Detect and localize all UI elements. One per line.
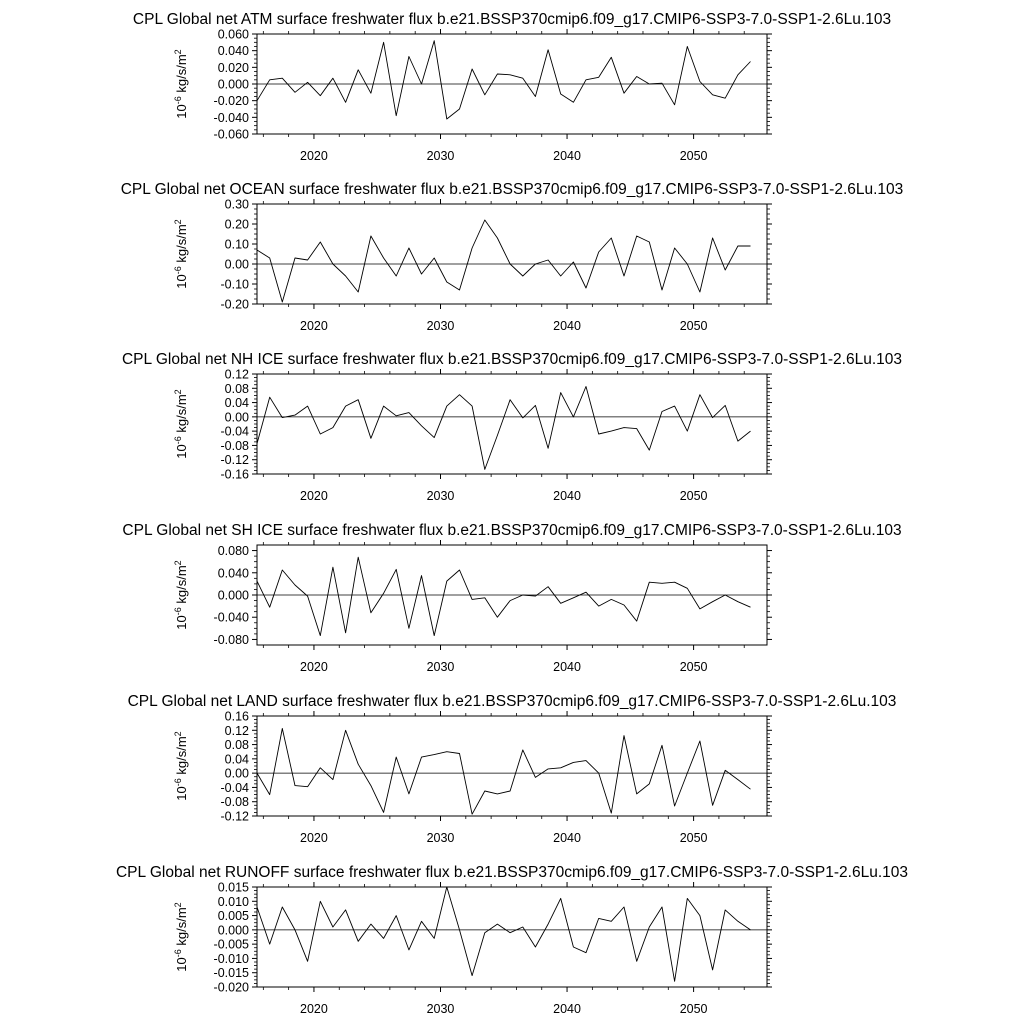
plot-frame xyxy=(257,204,767,304)
x-tick-label: 2050 xyxy=(679,149,708,163)
chart-title: CPL Global net ATM surface freshwater flux b.e21.BSSP370cmip6.f09_g17.CMIP6-SSP3-7.0-SSP1-2.6Lu.103 xyxy=(132,11,892,28)
y-tick-label: 0.08 xyxy=(224,381,249,396)
plot-frame xyxy=(257,887,767,987)
series-line xyxy=(257,41,751,119)
series-line xyxy=(257,557,751,635)
y-tick-label: -0.020 xyxy=(213,94,249,109)
y-tick-label: 0.12 xyxy=(224,367,249,382)
x-tick-label: 2030 xyxy=(426,831,455,845)
series-line xyxy=(257,387,751,470)
chart-title: CPL Global net SH ICE surface freshwater flux b.e21.BSSP370cmip6.f09_g17.CMIP6-SSP3-7.0-SSP1-2.6Lu.103 xyxy=(122,522,902,539)
y-tick-label: 0.30 xyxy=(224,197,249,212)
x-tick-label: 2030 xyxy=(426,660,455,674)
x-tick-label: 2020 xyxy=(300,1002,328,1016)
y-axis-label: $10^{-6}$ $kg/s/m^2$ xyxy=(173,902,189,972)
series-line xyxy=(257,220,751,302)
y-axis-label: $10^{-6}$ $kg/s/m^2$ xyxy=(173,49,189,119)
y-tick-label: 0.020 xyxy=(217,60,249,75)
y-axis-label: $10^{-6}$ $kg/s/m^2$ xyxy=(173,731,189,801)
y-tick-label: -0.08 xyxy=(220,438,249,453)
x-tick-label: 2020 xyxy=(300,149,328,163)
y-tick-label: -0.060 xyxy=(213,127,249,142)
chart-panel-3 xyxy=(122,351,902,503)
y-tick-label: 0.20 xyxy=(224,217,249,232)
y-tick-label: -0.12 xyxy=(220,453,249,468)
y-tick-label: 0.00 xyxy=(224,410,249,425)
y-tick-label: -0.20 xyxy=(220,297,249,312)
y-tick-label: 0.080 xyxy=(217,544,249,559)
y-tick-label: 0.04 xyxy=(224,396,249,411)
x-tick-label: 2050 xyxy=(679,489,708,503)
x-tick-label: 2020 xyxy=(300,489,328,503)
y-tick-label: 0.015 xyxy=(217,880,249,895)
y-tick-label: 0.04 xyxy=(224,752,249,767)
y-tick-label: -0.015 xyxy=(213,966,249,981)
x-tick-label: 2040 xyxy=(553,1002,581,1016)
y-axis-label: $10^{-6}$ $kg/s/m^2$ xyxy=(173,389,189,459)
y-tick-label: -0.12 xyxy=(220,809,249,824)
y-tick-label: 0.00 xyxy=(224,257,249,272)
y-tick-label: -0.005 xyxy=(213,937,249,952)
y-tick-label: 0.08 xyxy=(224,738,249,753)
x-tick-label: 2040 xyxy=(553,831,581,845)
y-tick-label: 0.12 xyxy=(224,723,249,738)
y-tick-label: 0.000 xyxy=(217,77,249,92)
y-tick-label: -0.010 xyxy=(213,951,249,966)
chart-panel-4 xyxy=(122,522,901,674)
y-tick-label: -0.04 xyxy=(220,780,249,795)
chart-panel-2 xyxy=(121,181,904,333)
chart-panel-5 xyxy=(128,693,897,845)
y-tick-label: -0.10 xyxy=(220,277,249,292)
y-tick-label: 0.16 xyxy=(224,709,249,724)
y-tick-label: 0.005 xyxy=(217,909,249,924)
chart-title: CPL Global net RUNOFF surface freshwater flux b.e21.BSSP370cmip6.f09_g17.CMIP6-SSP3-7.0-SSP1-2.6Lu.103 xyxy=(115,864,909,881)
x-tick-label: 2030 xyxy=(426,319,455,333)
x-tick-label: 2030 xyxy=(426,489,455,503)
x-tick-label: 2040 xyxy=(553,489,581,503)
y-tick-label: -0.020 xyxy=(213,980,249,995)
x-tick-label: 2040 xyxy=(553,660,581,674)
x-tick-label: 2050 xyxy=(679,319,708,333)
y-tick-label: 0.000 xyxy=(217,923,249,938)
x-tick-label: 2030 xyxy=(426,1002,455,1016)
y-tick-label: 0.000 xyxy=(217,588,249,603)
x-tick-label: 2050 xyxy=(679,660,708,674)
chart-title: CPL Global net LAND surface freshwater flux b.e21.BSSP370cmip6.f09_g17.CMIP6-SSP3-7.0-SSP1-2.6Lu.103 xyxy=(127,693,897,710)
y-axis-label: $10^{-6}$ $kg/s/m^2$ xyxy=(173,560,189,630)
x-tick-label: 2050 xyxy=(679,1002,708,1016)
y-tick-label: -0.16 xyxy=(220,467,249,482)
series-line xyxy=(257,887,751,981)
y-tick-label: 0.040 xyxy=(217,44,249,59)
x-tick-label: 2020 xyxy=(300,319,328,333)
y-tick-label: -0.040 xyxy=(213,610,249,625)
x-tick-label: 2020 xyxy=(300,660,328,674)
x-tick-label: 2040 xyxy=(553,319,581,333)
chart-panel-1 xyxy=(133,11,891,163)
x-tick-label: 2040 xyxy=(553,149,581,163)
x-tick-label: 2030 xyxy=(426,149,455,163)
x-tick-label: 2020 xyxy=(300,831,328,845)
y-tick-label: -0.040 xyxy=(213,110,249,125)
y-tick-label: -0.080 xyxy=(213,632,249,647)
y-tick-label: 0.040 xyxy=(217,566,249,581)
y-tick-label: -0.04 xyxy=(220,424,249,439)
y-tick-label: 0.010 xyxy=(217,894,249,909)
chart-title: CPL Global net OCEAN surface freshwater flux b.e21.BSSP370cmip6.f09_g17.CMIP6-SSP3-7.0-SSP1-2.6Lu.103 xyxy=(120,181,904,198)
y-axis-label: $10^{-6}$ $kg/s/m^2$ xyxy=(173,219,189,289)
x-tick-label: 2050 xyxy=(679,831,708,845)
y-tick-label: 0.10 xyxy=(224,237,249,252)
y-tick-label: 0.060 xyxy=(217,27,249,42)
chart-title: CPL Global net NH ICE surface freshwater flux b.e21.BSSP370cmip6.f09_g17.CMIP6-SSP3-7.0-SSP1-2.6Lu.103 xyxy=(121,351,903,368)
y-tick-label: -0.08 xyxy=(220,795,249,810)
series-line xyxy=(257,729,751,815)
y-tick-label: 0.00 xyxy=(224,766,249,781)
chart-panel-6 xyxy=(116,864,908,1016)
plot-frame xyxy=(257,374,767,474)
